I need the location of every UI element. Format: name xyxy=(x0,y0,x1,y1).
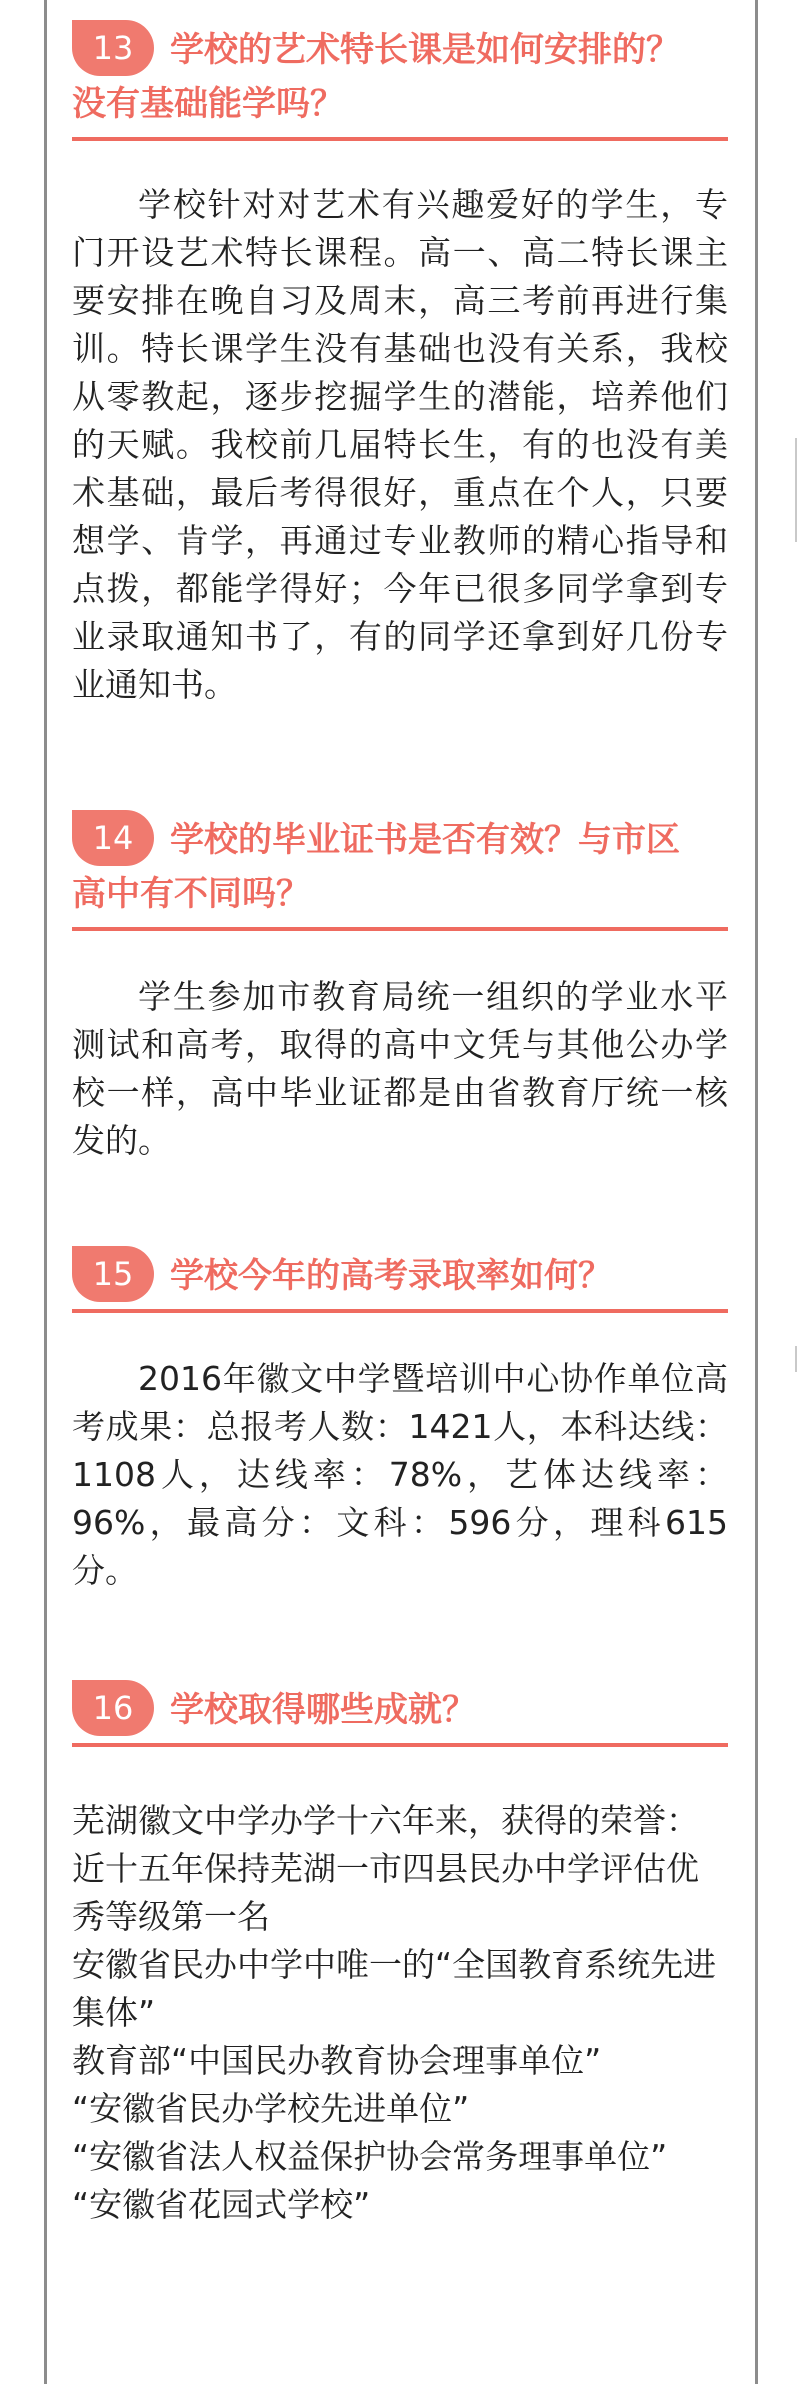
question-header xyxy=(72,1226,728,1313)
answer-paragraph: 2016年徽文中学暨培训中心协作单位高考成果：总报考人数：1421人，本科达线：1108人，达线率：78%，艺体达线率：96%，最高分：文科：596分，理科615分。 xyxy=(72,1359,728,1590)
question-title-line2: 高中有不同吗？ xyxy=(72,874,310,914)
honor-item: “安徽省民办学校先进单位” xyxy=(72,2089,470,2128)
right-frame-line xyxy=(755,0,758,2384)
honor-item: “安徽省花园式学校” xyxy=(72,2185,371,2224)
question-title-line2: 没有基础能学吗？ xyxy=(72,84,344,124)
question-title-line1: 学校的毕业证书是否有效？与市区 xyxy=(170,820,680,860)
scrollbar-marker xyxy=(795,1346,797,1372)
question-number-badge: 16 xyxy=(72,1680,154,1736)
honor-item: 安徽省民办中学中唯一的“全国教育系统先进集体” xyxy=(72,1945,717,2032)
question-underline xyxy=(72,1309,728,1313)
faq-section-16 xyxy=(72,1660,728,2229)
question-number-badge: 13 xyxy=(72,20,154,76)
answer-paragraph: 学校针对对艺术有兴趣爱好的学生，专门开设艺术特长课程。高一、高二特长课主要安排在晚自习及周末，高三考前再进行集训。特长课学生没有基础也没有关系，我校从零教起，逐步挖掘学生的潜能，培养他们的天赋。我校前几届特长生，有的也没有美术基础，最后考得很好，重点在个人，只要想学、肯学，再通过专业教师的精心指导和点拨，都能学得好；今年已很多同学拿到专业录取通知书了，有的同学还拿到好几份专业通知书。 xyxy=(72,185,728,704)
left-frame-line xyxy=(44,0,47,2384)
honor-item: “安徽省法人权益保护协会常务理事单位” xyxy=(72,2137,668,2176)
faq-section-15 xyxy=(72,1226,728,1595)
honors-list xyxy=(72,1797,728,2229)
answer-paragraph: 学生参加市教育局统一组织的学业水平测试和高考，取得的高中文凭与其他公办学校一样，高中毕业证都是由省教育厅统一核发的。 xyxy=(72,977,728,1160)
question-title: 学校取得哪些成就？ xyxy=(170,1690,476,1730)
question-underline xyxy=(72,927,728,931)
scrollbar-thumb[interactable] xyxy=(795,438,797,542)
question-underline xyxy=(72,1743,728,1747)
honor-item: 教育部“中国民办教育协会理事单位” xyxy=(72,2041,602,2080)
honor-item: 近十五年保持芜湖一市四县民办中学评估优秀等级第一名 xyxy=(72,1849,699,1936)
question-number-badge: 14 xyxy=(72,810,154,866)
question-header xyxy=(72,790,728,931)
question-number-badge: 15 xyxy=(72,1246,154,1302)
question-header xyxy=(72,0,728,141)
faq-section-14 xyxy=(72,790,728,1165)
question-header xyxy=(72,1660,728,1747)
honors-intro: 芜湖徽文中学办学十六年来，获得的荣誉： xyxy=(72,1801,699,1840)
question-underline xyxy=(72,137,728,141)
question-title: 学校今年的高考录取率如何？ xyxy=(170,1256,612,1296)
faq-section-13 xyxy=(72,0,728,709)
question-title-line1: 学校的艺术特长课是如何安排的？ xyxy=(170,30,680,70)
